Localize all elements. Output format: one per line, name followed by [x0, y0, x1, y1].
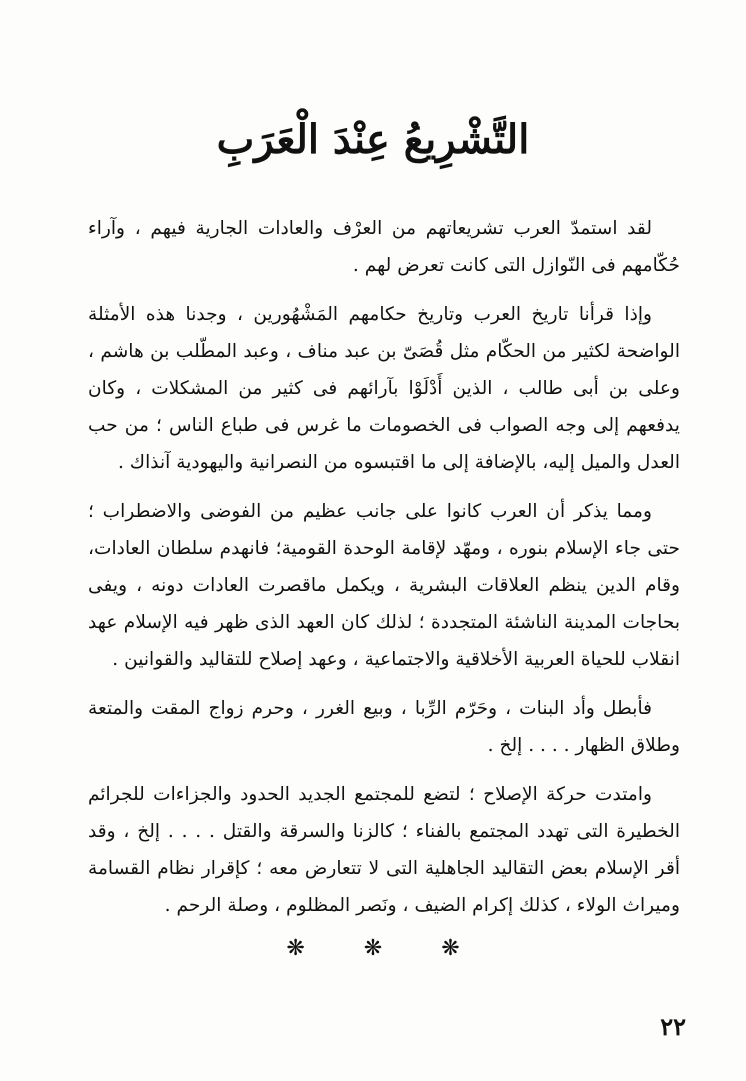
asterism-star-icon: ❋ [286, 936, 305, 961]
paragraph: لقد استمدّ العرب تشريعاتهم من العرْف والعادات الجارية فيهم ، وآراء حُكّامهم فى النّوازل التى كانت تعرض لهم . [88, 218, 680, 276]
asterism-star-icon: ❋ [363, 936, 383, 961]
page-number: ٢٢ [660, 1012, 686, 1041]
asterism-star-icon: ❋ [441, 936, 460, 961]
paragraph: وإذا قرأنا تاريخ العرب وتاريخ حكامهم المَشْهُورين ، وجدنا هذه الأمثلة الواضحة لكثير من الحكّام مثل قُصَىّ بن عبد مناف ، وعبد المطّلب بن هاشم ، وعلى بن أبى طالب ، الذين أَدْلَوْا بآرائهم فى كثير من المشكلات ، وكان يدفعهم إلى وجه الصواب فى الخصومات ما غرس فى طباع الناس ؛ من حب العدل والميل إليه، بالإضافة إلى ما اقتبسوه من النصرانية واليهودية آنذاك . [88, 304, 680, 473]
chapter-title: التَّشْرِيعُ عِنْدَ الْعَرَبِ [216, 116, 530, 163]
paragraph: فأبطل وأد البنات ، وحَرّم الرِّبا ، وبيع الغرر ، وحرم زواج المقت والمتعة وطلاق الظهار . . . . إلخ . [88, 698, 680, 756]
paragraph: ومما يذكر أن العرب كانوا على جانب عظيم من الفوضى والاضطراب ؛ حتى جاء الإسلام بنوره ، ومهّد لإقامة الوحدة القومية؛ فانهدم سلطان العادات، وقام الدين ينظم العلاقات البشرية ، ويكمل ماقصرت العادات دونه ، ويفى بحاجات المدينة الناشئة المتجددة ؛ لذلك كان العهد الذى ظهر فيه الإسلام عهد انقلاب للحياة العربية الأخلاقية والاجتماعية ، وعهد إصلاح للتقاليد والقوانين . [88, 501, 680, 670]
body-text [88, 210, 680, 936]
paragraph: وامتدت حركة الإصلاح ؛ لتضع للمجتمع الجديد الحدود والجزاءات للجرائم الخطيرة التى تهدد المجتمع بالفناء ؛ كالزنا والسرقة والقتل . . . . إلخ ، وقد أقر الإسلام بعض التقاليد الجاهلية التى لا تتعارض معه ؛ كإقرار نظام القسامة وميراث الولاء ، كذلك إكرام الضيف ، ونَصر المظلوم ، وصلة الرحم . [88, 784, 680, 916]
section-separator [0, 936, 746, 961]
